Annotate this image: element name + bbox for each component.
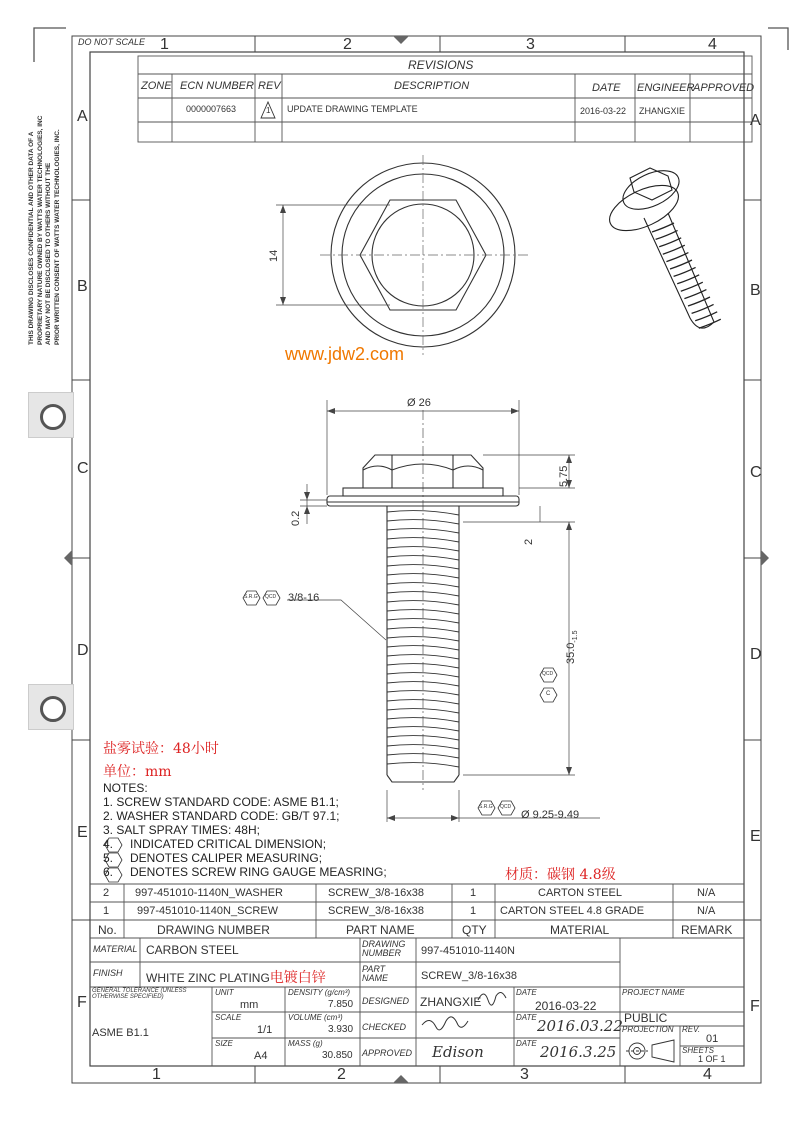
dim-hex-width: 14 xyxy=(268,249,280,262)
approved-date-label: DATE xyxy=(516,1039,537,1048)
checked-label: CHECKED xyxy=(362,1022,407,1032)
size-label: SIZE xyxy=(215,1039,233,1048)
note-5 xyxy=(103,851,322,865)
rev-value: 01 xyxy=(706,1033,719,1045)
sheets-label: SHEETS xyxy=(682,1046,715,1055)
designed-value: ZHANGXIE xyxy=(420,995,482,1009)
dim-major-diameter: Ø 9.25-9.49 xyxy=(521,809,580,821)
projection-symbol xyxy=(626,1040,674,1062)
mass-label: MASS (g) xyxy=(288,1039,323,1048)
bom-row2-no: 2 xyxy=(103,887,110,899)
project-name-value: PUBLIC xyxy=(624,1011,668,1025)
drawing-number-label: DRAWING NUMBER xyxy=(362,939,406,958)
bom-header-remark: REMARK xyxy=(681,923,733,937)
iso-thread-line xyxy=(695,312,717,321)
row-mark-b: B xyxy=(77,278,88,295)
col-mark-4-bottom: 4 xyxy=(703,1066,712,1083)
tolerance-value: ASME B1.1 xyxy=(92,1027,149,1039)
note-1: 1. SCREW STANDARD CODE: ASME B1.1; xyxy=(103,795,339,809)
do-not-scale-label: DO NOT SCALE xyxy=(78,37,146,47)
rev-header-description: DESCRIPTION xyxy=(394,80,470,92)
qcd-symbol-label-3: QCD xyxy=(500,804,512,810)
note-4-text: INDICATED CRITICAL DIMENSION; xyxy=(130,837,327,851)
bom-row1-material: CARTON STEEL 4.8 GRADE xyxy=(500,905,645,917)
row-mark-f: F xyxy=(77,994,87,1011)
bom-row2-qty: 1 xyxy=(470,887,477,899)
row-mark-c-right: C xyxy=(750,464,762,481)
designed-date-value: 2016-03-22 xyxy=(535,999,597,1013)
row-mark-b-right: B xyxy=(750,282,761,299)
rev-header-date: DATE xyxy=(592,82,621,94)
approved-signature: Edison xyxy=(432,1043,484,1061)
rev-header-engineer: ENGINEER xyxy=(637,82,695,94)
approved-date-value: 2016.3.25 xyxy=(540,1043,617,1061)
col-mark-2: 2 xyxy=(343,36,352,53)
row-mark-a: A xyxy=(77,108,88,125)
rev-label: REV. xyxy=(682,1025,701,1034)
rev-description-value: UPDATE DRAWING TEMPLATE xyxy=(287,104,418,114)
rev-date-value: 2016-03-22 xyxy=(580,106,627,116)
scale-value: 1/1 xyxy=(257,1024,273,1036)
drawing-number-value: 997-451010-1140N xyxy=(421,945,515,957)
bom-row1-part: SCREW_3/8-16x38 xyxy=(328,905,424,917)
dim-washer-diameter: Ø 26 xyxy=(407,397,431,409)
srg-symbol-label-2: S.R.G xyxy=(479,804,493,810)
iso-thread-line xyxy=(659,238,681,247)
bom-row1-remark: N/A xyxy=(697,905,716,917)
revisions-title: REVISIONS xyxy=(408,58,474,72)
checked-date-value: 2016.03.22 xyxy=(537,1017,623,1035)
iso-thread-line xyxy=(699,319,721,328)
col-mark-3: 3 xyxy=(526,36,535,53)
material-note-cn: 材质：碳钢 4.8级 xyxy=(505,867,616,883)
density-label: DENSITY (g/cm³) xyxy=(288,988,351,997)
density-value: 7.850 xyxy=(328,999,354,1010)
iso-thread-line xyxy=(656,230,678,239)
projection-label: PROJECTION xyxy=(622,1025,674,1034)
row-mark-d: D xyxy=(77,642,89,659)
thread-callout: 3/8-16 xyxy=(288,592,320,604)
dim-length xyxy=(565,631,579,664)
note-5-text: DENOTES CALIPER MEASURING; xyxy=(130,851,323,865)
designed-date-label: DATE xyxy=(516,988,537,997)
note-3: 3. SALT SPRAY TIMES: 48H; xyxy=(103,823,260,837)
material-value: CARBON STEEL xyxy=(146,943,239,957)
row-mark-a-right: A xyxy=(750,112,761,129)
tolerance-label: GENERAL TOLERANCE (UNLESS OTHERWISE SPECIFIED) xyxy=(92,988,187,1000)
iso-thread-line xyxy=(666,253,688,262)
watermark: www.jdw2.com xyxy=(285,344,405,364)
dim-length-value: 35.0 xyxy=(565,642,577,664)
unit-note-cn: 单位：mm xyxy=(103,764,172,780)
material-label: MATERIAL xyxy=(93,944,138,954)
note-4 xyxy=(103,837,326,851)
bom-row2-remark: N/A xyxy=(697,887,716,899)
note-6-text: DENOTES SCREW RING GAUGE MEASRING; xyxy=(130,865,387,879)
volume-value: 3.930 xyxy=(328,1024,354,1035)
bom-row2-part: SCREW_3/8-16x38 xyxy=(328,887,424,899)
checker-signature xyxy=(422,1017,468,1030)
designed-label: DESIGNED xyxy=(362,996,410,1006)
qcd-symbol-label: QCD xyxy=(265,594,277,600)
row-mark-c: C xyxy=(77,460,89,477)
unit-value: mm xyxy=(240,999,259,1011)
iso-thread-line xyxy=(663,245,685,254)
col-mark-4: 4 xyxy=(708,36,717,53)
bom-header-qty: QTY xyxy=(462,923,487,937)
bom-row1-no: 1 xyxy=(103,905,110,917)
bom-row2-material: CARTON STEEL xyxy=(538,887,622,899)
note-2: 2. WASHER STANDARD CODE: GB/T 97.1; xyxy=(103,809,340,823)
bom-row2-dwg: 997-451010-1140N_WASHER xyxy=(135,887,283,899)
salt-spray-note-cn: 盐雾试验：48小时 xyxy=(103,741,219,757)
scale-label: SCALE xyxy=(215,1013,242,1022)
binder-hole-bottom xyxy=(28,684,74,730)
rev-number-value: 1 xyxy=(266,106,271,115)
finish-text: WHITE ZINC PLATING xyxy=(146,971,270,985)
bom-row1-dwg: 997-451010-1140N_SCREW xyxy=(137,905,279,917)
rev-ecn-value: 0000007663 xyxy=(186,104,237,114)
row-mark-f-right: F xyxy=(750,998,760,1015)
sheets-value: 1 OF 1 xyxy=(698,1054,726,1064)
finish-label: FINISH xyxy=(93,968,123,978)
col-mark-1: 1 xyxy=(160,36,169,53)
dim-head-height: 5.75 xyxy=(558,465,570,487)
rev-header-approved: APPROVED xyxy=(693,82,755,94)
unit-label: UNIT xyxy=(215,988,234,997)
rev-header-ecn: ECN NUMBER xyxy=(180,80,254,92)
bom-header-material: MATERIAL xyxy=(550,923,610,937)
finish-value xyxy=(146,967,326,987)
note-4-num: 4. xyxy=(103,837,114,851)
rev-engineer-value: ZHANGXIE xyxy=(639,106,686,116)
volume-label: VOLUME (cm³) xyxy=(288,1013,343,1022)
notes-title: NOTES: xyxy=(103,781,148,795)
dim-gap: 2 xyxy=(523,538,535,545)
confidentiality-notice: THIS DRAWING DISCLOSES CONFIDENTIAL AND OTHER DATA OF A PROPRIETARY NATURE OWNED BY WATTS WATER TECHNOLOGIES, INC AND MAY NOT BE DISCLOSED TO OTHERS WITHOUT THE PRIOR WRITTEN CONSENT OF WATTS WATER TECHNOLOGIES, INC. xyxy=(28,115,61,345)
bom-row1-qty: 1 xyxy=(470,905,477,917)
size-value: A4 xyxy=(254,1050,268,1062)
row-mark-e-right: E xyxy=(750,828,761,845)
bom-header-no: No. xyxy=(98,923,117,937)
iso-thread-line xyxy=(652,223,674,232)
part-name-label: PART NAME xyxy=(362,964,389,983)
row-mark-e: E xyxy=(77,824,88,841)
srg-symbol-label: S.R.G xyxy=(244,594,258,600)
checked-date-label: DATE xyxy=(516,1013,537,1022)
dim-length-tolerance: -1.5 xyxy=(572,630,580,643)
part-name-value: SCREW_3/8-16x38 xyxy=(421,970,517,982)
note-5-num: 5. xyxy=(103,851,114,865)
col-mark-2-bottom: 2 xyxy=(337,1066,346,1083)
c-symbol-label: C xyxy=(546,691,551,697)
rev-header-rev: REV xyxy=(258,80,281,92)
iso-thread-line xyxy=(670,260,692,269)
rev-header-zone: ZONE xyxy=(141,80,172,92)
approved-label: APPROVED xyxy=(362,1048,413,1058)
bom-header-part: PART NAME xyxy=(346,923,415,937)
note-6 xyxy=(103,865,387,879)
col-mark-3-bottom: 3 xyxy=(520,1066,529,1083)
row-mark-d-right: D xyxy=(750,646,762,663)
col-mark-1-bottom: 1 xyxy=(152,1066,161,1083)
qcd-symbol-label-2: QCD xyxy=(542,671,554,677)
note-6-num: 6. xyxy=(103,865,114,879)
mass-value: 30.850 xyxy=(322,1050,353,1061)
project-name-label: PROJECT NAME xyxy=(622,988,685,997)
bom-header-dwg: DRAWING NUMBER xyxy=(157,923,270,937)
dim-washer-thickness: 0.2 xyxy=(290,510,302,526)
binder-hole-top xyxy=(28,392,74,438)
designer-signature xyxy=(478,992,506,1005)
finish-cn: 电镀白锌 xyxy=(269,970,326,986)
